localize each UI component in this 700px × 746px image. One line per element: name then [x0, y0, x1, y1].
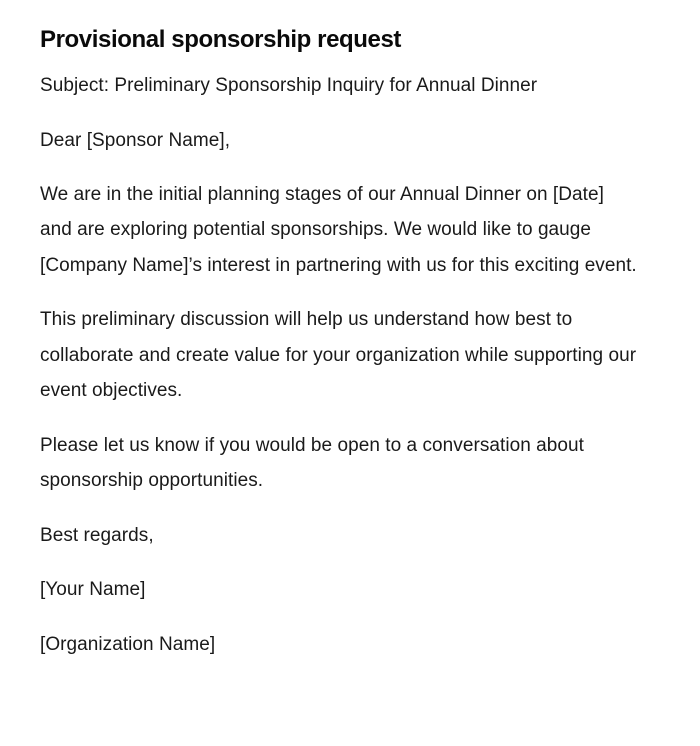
closing: Best regards,: [40, 524, 154, 546]
body-paragraph-2: This preliminary discussion will help us understand how best to collaborate and create value for your organization while supporting our event objectives.: [40, 309, 637, 401]
body-paragraph-3: Please let us know if you would be open to a conversation about sponsorship opportunities.: [40, 434, 584, 492]
signature-organization: [Organization Name]: [40, 633, 216, 655]
signature-name: [Your Name]: [40, 579, 146, 601]
document-body: [40, 24, 640, 681]
subject-line: Subject: Preliminary Sponsorship Inquiry for Annual Dinner: [40, 75, 538, 96]
body-paragraph-1: We are in the initial planning stages of our Annual Dinner on [Date] and are exploring potential sponsorships. We would like to gauge [Company Name]’s interest in partnering with us for this exciting event.: [40, 184, 637, 276]
greeting: Dear [Sponsor Name],: [40, 129, 231, 151]
document-title: Provisional sponsorship request: [40, 26, 402, 53]
